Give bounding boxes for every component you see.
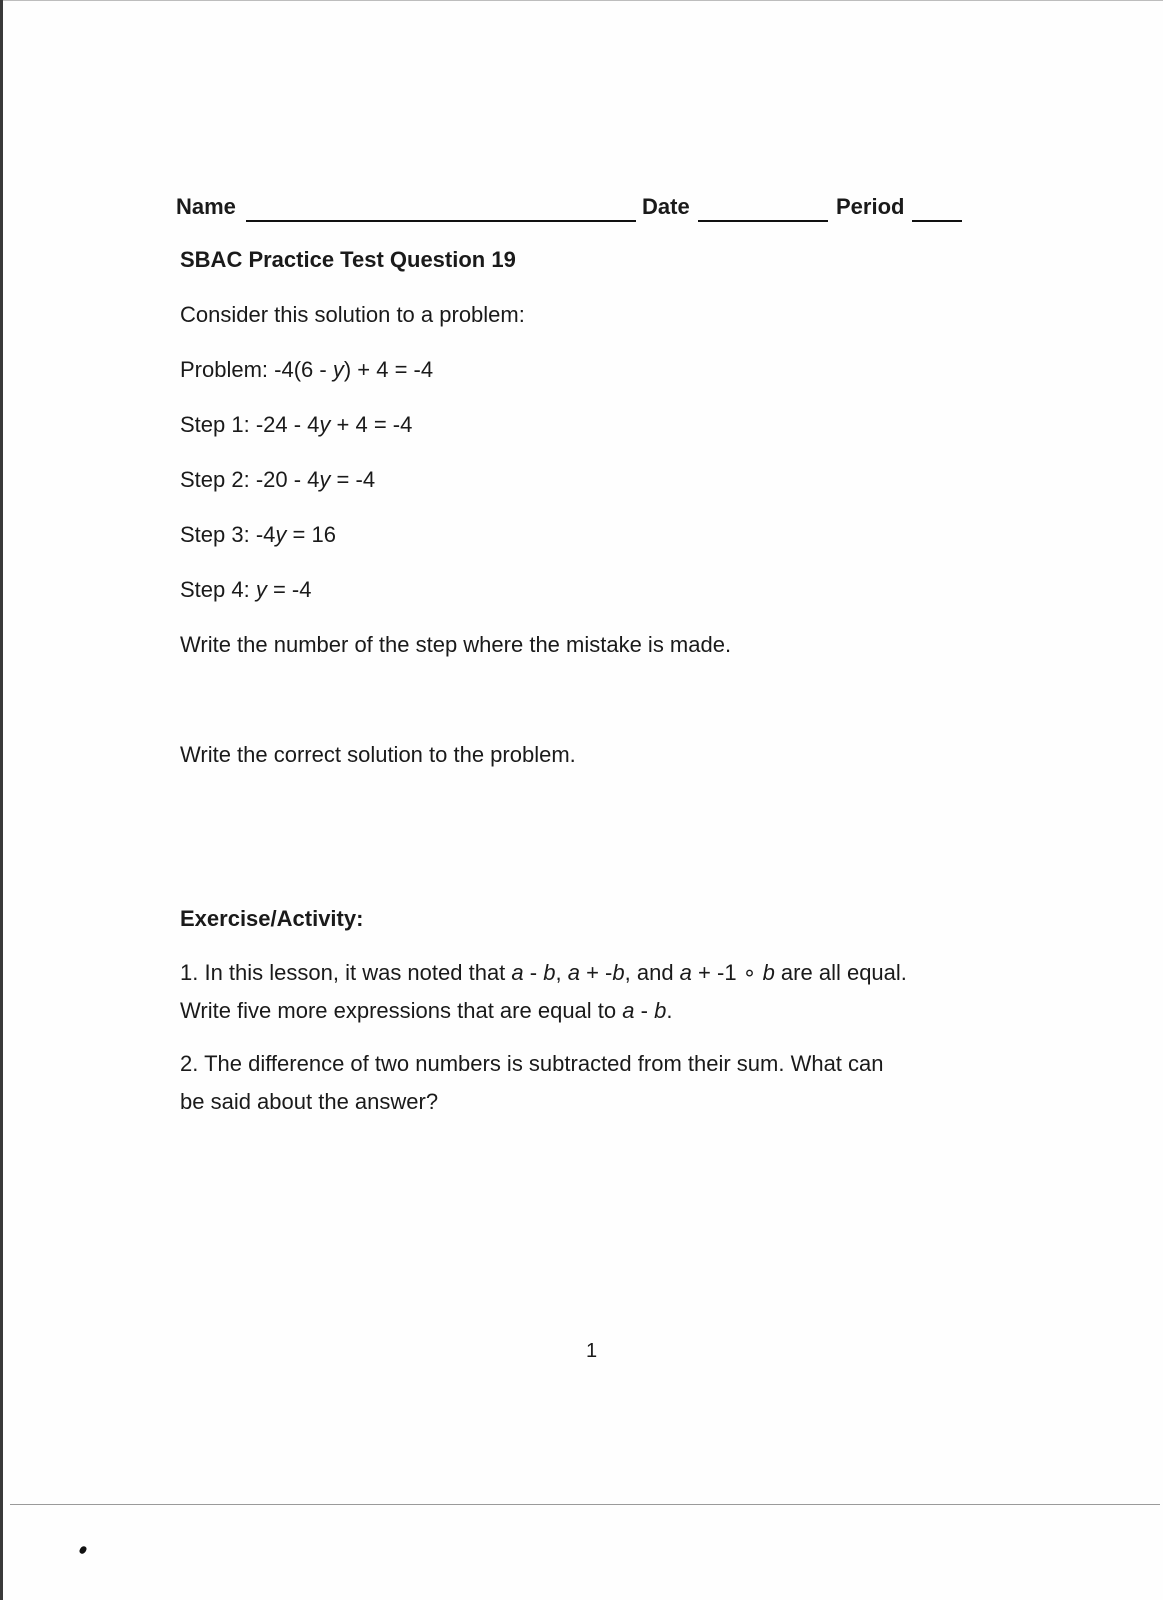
page-top-edge <box>0 0 1163 1</box>
exercise-heading: Exercise/Activity: <box>180 906 364 931</box>
date-label: Date <box>642 194 690 219</box>
scan-speck <box>78 1545 87 1555</box>
step-2: Step 2: -20 - 4y = -4 <box>180 467 376 492</box>
page-left-edge <box>0 0 3 1600</box>
question-title: SBAC Practice Test Question 19 <box>180 247 516 272</box>
name-label: Name <box>176 194 236 219</box>
intro-text: Consider this solution to a problem: <box>180 302 525 327</box>
period-blank-line <box>912 220 962 222</box>
scan-bottom-rule <box>10 1504 1160 1505</box>
instruction-correct-solution: Write the correct solution to the problem. <box>180 742 576 767</box>
step-3: Step 3: -4y = 16 <box>180 522 336 547</box>
header-row <box>176 190 980 226</box>
date-blank-line <box>698 220 828 222</box>
period-label: Period <box>836 194 905 219</box>
problem-line: Problem: -4(6 - y) + 4 = -4 <box>180 357 434 382</box>
step-4: Step 4: y = -4 <box>180 577 312 602</box>
exercise-1: 1. In this lesson, it was noted that a - b, a + -b, and a + -1 ∘ b are all equal. Write five more expressions that are equal to a - b. <box>180 960 907 1023</box>
step-1: Step 1: -24 - 4y + 4 = -4 <box>180 412 413 437</box>
exercise-2: 2. The difference of two numbers is subtracted from their sum. What can be said about the answer? <box>180 1051 884 1114</box>
name-blank-line <box>246 220 636 222</box>
instruction-mistake-step: Write the number of the step where the mistake is made. <box>180 632 732 657</box>
page-number: 1 <box>586 1340 598 1362</box>
